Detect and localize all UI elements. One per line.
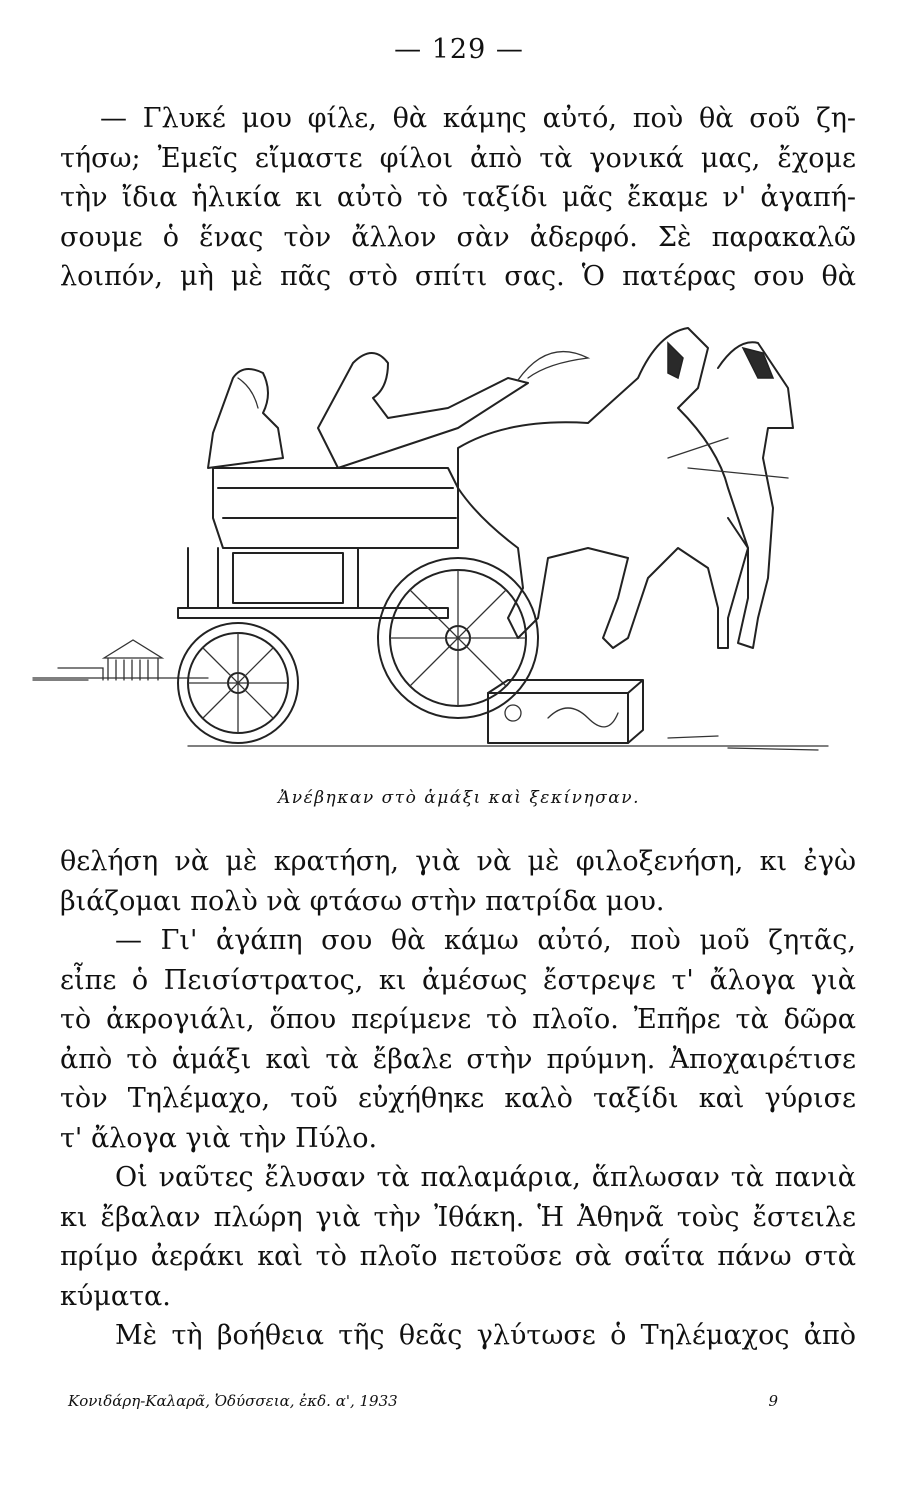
text-line: τ' ἄλογα γιὰ τὴν Πύλο. [60,1122,378,1154]
text-line: λοιπόν, μὴ μὲ πᾶς στὸ σπίτι σας. Ὁ πατέρας σου θὰ [60,261,856,292]
rear-wheel-icon [178,623,298,743]
passenger-figure-icon [208,369,283,468]
text-line: Οἱ ναῦτες ἔλυσαν τὰ παλαμάρια, ἅπλωσαν τὰ πανιὰ [115,1162,856,1193]
page-number: — 129 — [394,34,524,65]
text-line: πρίμο ἀεράκι καὶ τὸ πλοῖο πετοῦσε σὰ σαΐτα πάνω στὰ [60,1241,856,1272]
text-line: τήσω; Ἐμεῖς εἴμαστε φίλοι ἀπὸ τὰ γονικά μας, ἔχομε [60,142,856,174]
horse-icon [458,328,793,648]
text-line: θελήση νὰ μὲ κρατήση, γιὰ νὰ μὲ φιλοξενήση, κι ἐγὼ [60,846,856,877]
chariot-with-horses-illustration [28,318,858,778]
text-line: ἀπὸ τὸ ἁμάξι καὶ τὰ ἔβαλε στὴν πρύμνη. Ἀποχαιρέτισε [60,1043,856,1075]
text-line: Μὲ τὴ βοήθεια τῆς θεᾶς γλύτωσε ὁ Τηλέμαχος ἀπὸ [115,1320,856,1351]
text-line: βιάζομαι πολὺ νὰ φτάσω στὴν πατρίδα μου. [60,885,665,917]
text-line: τὸν Τηλέμαχο, τοῦ εὐχήθηκε καλὸ ταξίδι καὶ γύρισε [60,1083,856,1114]
illustration-drawing [28,318,858,778]
text-line: σουμε ὁ ἕνας τὸν ἄλλον σὰν ἀδερφό. Σὲ παρακαλῶ [60,221,856,253]
illustration-caption: Ἀνέβηκαν στὸ ἁμάξι καὶ ξεκίνησαν. [277,788,641,808]
text-line: τὴν ἴδια ἡλικία κι αὐτὸ τὸ ταξίδι μᾶς ἔκαμε ν' ἀγαπή- [60,182,856,213]
text-block-bottom [60,842,856,1356]
text-line: εἶπε ὁ Πεισίστρατος, κι ἀμέσως ἔστρεψε τ' ἄλογα γιὰ [60,964,856,996]
footer-citation: Κονιδάρη-Καλαρᾶ, Ὀδύσσεια, ἐκδ. α', 1933 [68,1392,398,1410]
text-line: — Γλυκέ μου φίλε, θὰ κάμης αὐτό, ποὺ θὰ σοῦ ζη- [100,103,856,134]
temple-icon [104,640,162,680]
gift-box-icon [488,680,643,743]
text-line: τὸ ἀκρογιάλι, ὅπου περίμενε τὸ πλοῖο. Ἐπῆρε τὰ δῶρα [60,1004,856,1035]
signature-mark: 9 [768,1392,778,1410]
text-block-top [60,99,856,297]
text-line: κύματα. [60,1280,171,1312]
charioteer-figure-icon [318,352,588,468]
text-line: κι ἔβαλαν πλώρη γιὰ τὴν Ἰθάκη. Ἡ Ἀθηνᾶ τοὺς ἔστειλε [60,1201,856,1233]
text-line: — Γι' ἀγάπη σου θὰ κάμω αὐτό, ποὺ μοῦ ζητᾶς, [115,925,856,956]
